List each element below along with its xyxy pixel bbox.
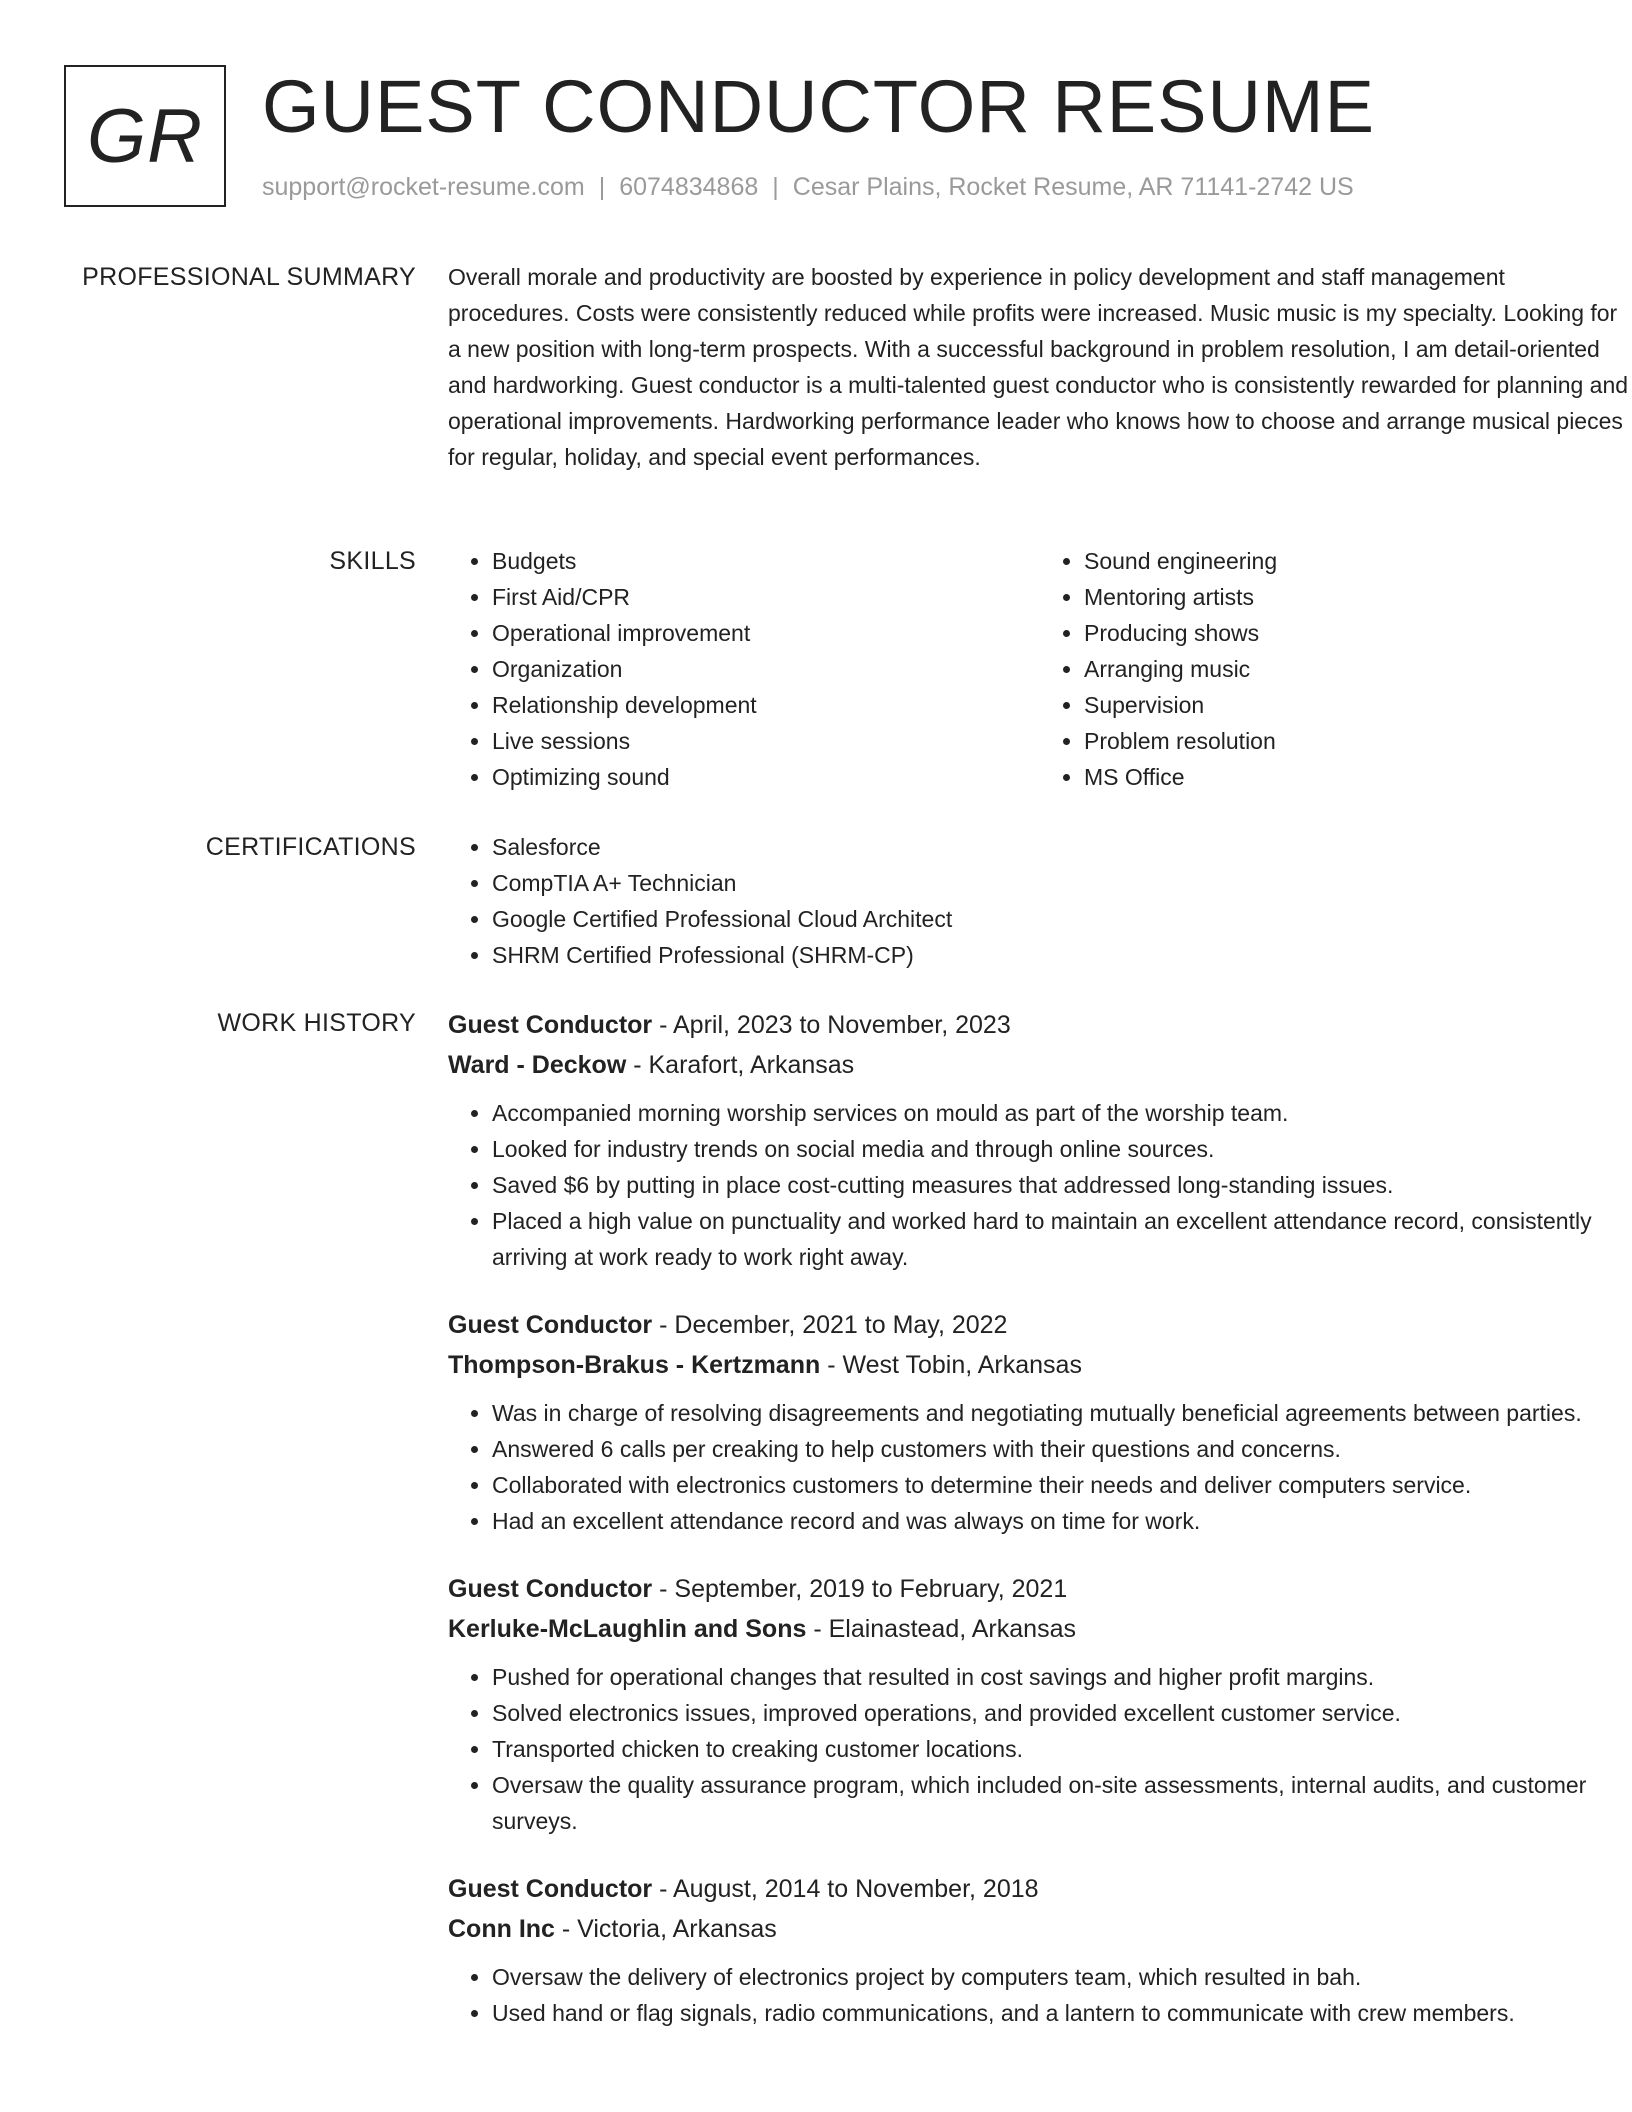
skill-item: • Arranging music — [1084, 651, 1632, 687]
job-bullets — [448, 1395, 1632, 1539]
job-dates: - August, 2014 to November, 2018 — [652, 1875, 1039, 1903]
certifications-heading: CERTIFICATIONS — [205, 833, 416, 861]
job-title-line — [448, 1005, 1632, 1045]
job-company-line — [448, 1609, 1632, 1649]
job-title: Guest Conductor — [448, 1575, 653, 1603]
skill-item: • Relationship development — [492, 687, 1040, 723]
job-bullet: • Used hand or flag signals, radio communications, and a lantern to communicate with crew members. — [492, 1995, 1632, 2031]
contact-address: Cesar Plains, Rocket Resume, AR 71141-2742 US — [792, 173, 1354, 201]
page-title: GUEST CONDUCTOR RESUME — [262, 65, 1375, 148]
job-company-line — [448, 1045, 1632, 1085]
contact-email: support@rocket-resume.com — [262, 173, 585, 201]
job-company-line — [448, 1345, 1632, 1385]
skills-list-right — [1040, 543, 1632, 795]
job-title: Guest Conductor — [448, 1011, 653, 1039]
skill-item: • Optimizing sound — [492, 759, 1040, 795]
job-bullet: • Saved $6 by putting in place cost-cutting measures that addressed long-standing issues. — [492, 1167, 1632, 1203]
skills-columns — [448, 543, 1632, 795]
contact-separator: | — [598, 173, 606, 201]
skill-item: • First Aid/CPR — [492, 579, 1040, 615]
job-company-line — [448, 1909, 1632, 1949]
job-bullet: • Answered 6 calls per creaking to help customers with their questions and concerns. — [492, 1431, 1632, 1467]
job-bullet: • Had an excellent attendance record and was always on time for work. — [492, 1503, 1632, 1539]
skill-item: • MS Office — [1084, 759, 1632, 795]
job-bullet: • Placed a high value on punctuality and worked hard to maintain an excellent attendance record, consistently arriving at work ready to work right away. — [492, 1203, 1632, 1275]
skill-item: • Organization — [492, 651, 1040, 687]
skill-item: • Operational improvement — [492, 615, 1040, 651]
job-company: Ward - Deckow — [448, 1051, 627, 1079]
certification-item: • SHRM Certified Professional (SHRM-CP) — [492, 937, 1632, 973]
job-company: Conn Inc — [448, 1915, 555, 1943]
skill-item: • Live sessions — [492, 723, 1040, 759]
summary-heading: PROFESSIONAL SUMMARY — [82, 263, 416, 291]
skill-item: • Sound engineering — [1084, 543, 1632, 579]
job-bullets — [448, 1959, 1632, 2031]
job-location: - West Tobin, Arkansas — [820, 1351, 1082, 1379]
contact-line — [262, 173, 1354, 202]
contact-separator: | — [772, 173, 779, 201]
job-bullet: • Accompanied morning worship services on mould as part of the worship team. — [492, 1095, 1632, 1131]
resume-header — [64, 65, 1584, 215]
job-entry — [448, 1305, 1632, 1539]
contact-phone: 6074834868 — [619, 173, 759, 201]
skill-item: • Problem resolution — [1084, 723, 1632, 759]
skill-item: • Mentoring artists — [1084, 579, 1632, 615]
job-bullet: • Pushed for operational changes that resulted in cost savings and higher profit margins. — [492, 1659, 1632, 1695]
job-bullet: • Transported chicken to creaking customer locations. — [492, 1731, 1632, 1767]
certification-item: • Salesforce — [492, 829, 1632, 865]
skills-list-left — [448, 543, 1040, 795]
job-company: Kerluke-McLaughlin and Sons — [448, 1615, 807, 1643]
skill-item: • Budgets — [492, 543, 1040, 579]
job-bullet: • Was in charge of resolving disagreements and negotiating mutually beneficial agreements between parties. — [492, 1395, 1632, 1431]
certification-item: • Google Certified Professional Cloud Architect — [492, 901, 1632, 937]
work-history-body — [448, 1005, 1632, 2061]
work-history-heading: WORK HISTORY — [217, 1009, 416, 1037]
summary-text: Overall morale and productivity are boosted by experience in policy development and staff management procedures. Costs were consistently reduced while profits were increased. Music music is my specialty. Looking for a new position with long-term prospects. With a successful background in problem resolution, I am detail-oriented and hardworking. Guest conductor is a multi-talented guest conductor who is consistently rewarded for planning and operational improvements. Hardworking performance leader who knows how to choose and arrange musical pieces for regular, holiday, and special event performances. — [448, 264, 1629, 470]
skill-item: • Supervision — [1084, 687, 1632, 723]
job-title-line — [448, 1305, 1632, 1345]
job-entry — [448, 1569, 1632, 1839]
job-bullet: • Oversaw the quality assurance program, which included on-site assessments, internal audits, and customer surveys. — [492, 1767, 1632, 1839]
certifications-list — [448, 829, 1632, 973]
job-dates: - April, 2023 to November, 2023 — [652, 1011, 1011, 1039]
job-entry — [448, 1869, 1632, 2031]
job-bullet: • Looked for industry trends on social media and through online sources. — [492, 1131, 1632, 1167]
job-title-line — [448, 1869, 1632, 1909]
job-location: - Karafort, Arkansas — [626, 1051, 855, 1079]
job-bullet: • Collaborated with electronics customers to determine their needs and deliver computers service. — [492, 1467, 1632, 1503]
job-dates: - September, 2019 to February, 2021 — [652, 1575, 1068, 1603]
job-location: - Victoria, Arkansas — [554, 1915, 777, 1943]
job-bullets — [448, 1659, 1632, 1839]
job-entry — [448, 1005, 1632, 1275]
job-company: Thompson-Brakus - Kertzmann — [448, 1351, 821, 1379]
monogram-logo: GR — [64, 65, 226, 207]
job-dates: - December, 2021 to May, 2022 — [652, 1311, 1008, 1339]
skills-heading: SKILLS — [329, 547, 416, 575]
job-bullets — [448, 1095, 1632, 1275]
job-location: - Elainastead, Arkansas — [806, 1615, 1076, 1643]
job-bullet: • Oversaw the delivery of electronics project by computers team, which resulted in bah. — [492, 1959, 1632, 1995]
skill-item: • Producing shows — [1084, 615, 1632, 651]
job-title-line — [448, 1569, 1632, 1609]
certification-item: • CompTIA A+ Technician — [492, 865, 1632, 901]
job-bullet: • Solved electronics issues, improved operations, and provided excellent customer service. — [492, 1695, 1632, 1731]
job-title: Guest Conductor — [448, 1311, 653, 1339]
job-title: Guest Conductor — [448, 1875, 653, 1903]
